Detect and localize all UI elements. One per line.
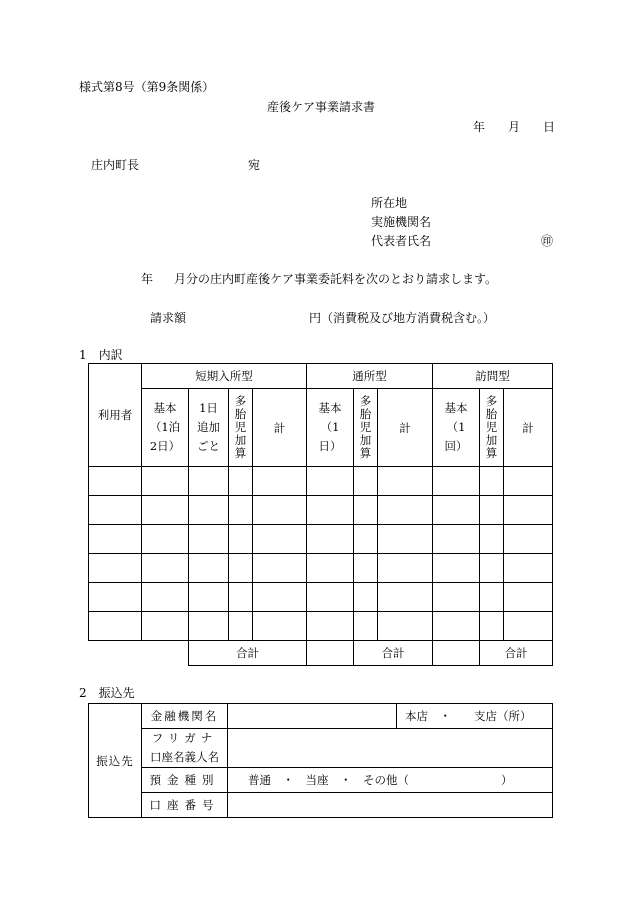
col-multi-visit: 多胎児加算 — [480, 389, 504, 467]
user-header: 利用者 — [89, 364, 142, 467]
col-total-visit: 計 — [504, 389, 553, 467]
transfer-side-label: 振込先 — [89, 704, 142, 818]
amount-label: 請求額 — [150, 311, 187, 325]
sum-label-day: 合計 — [354, 641, 433, 666]
col-basic-stay: 基本（1泊2日） — [142, 389, 189, 467]
table-row — [89, 525, 553, 554]
sum-row — [89, 641, 553, 666]
section2-heading: 2 振込先 — [79, 686, 135, 700]
visit-type-header: 訪問型 — [433, 364, 553, 389]
sum-label-visit: 合計 — [480, 641, 553, 666]
representative-label: 代表者氏名 — [371, 234, 432, 248]
col-add-day: 1日追加ごと — [189, 389, 229, 467]
breakdown-table — [88, 363, 553, 666]
org-name-label: 実施機関名 — [371, 215, 432, 229]
document-title: 産後ケア事業請求書 — [267, 100, 376, 114]
col-multi-short: 多胎児加算 — [229, 389, 253, 467]
short-stay-header: 短期入所型 — [142, 364, 307, 389]
address-label: 所在地 — [371, 196, 408, 210]
account-number-label: 口座番号 — [142, 793, 228, 818]
date-month-label: 月 — [508, 120, 521, 134]
seal-mark: ㊞ — [541, 234, 554, 248]
table-row — [89, 554, 553, 583]
body-sentence: 月分の庄内町産後ケア事業委託料を次のとおり請求します。 — [174, 272, 498, 286]
form-number: 様式第8号（第9条関係） — [79, 80, 215, 94]
table-row — [89, 612, 553, 641]
body-year: 年 — [141, 272, 154, 286]
transfer-table — [88, 703, 553, 818]
date-year-label: 年 — [473, 120, 486, 134]
table-row — [89, 467, 553, 496]
col-basic-visit: 基本（1回） — [433, 389, 480, 467]
col-multi-day: 多胎児加算 — [354, 389, 378, 467]
section1-heading: 1 内訳 — [79, 348, 123, 362]
col-total-short: 計 — [253, 389, 307, 467]
deposit-type-options: 普通 ・ 当座 ・ その他（ ） — [228, 768, 553, 793]
branch-text: 本店 ・ 支店（所） — [397, 704, 553, 729]
sum-label-short: 合計 — [189, 641, 307, 666]
deposit-type-label: 預金種別 — [142, 768, 228, 793]
day-type-header: 通所型 — [307, 364, 433, 389]
account-holder-label: フリガナ 口座名義人名 — [142, 729, 228, 768]
col-basic-day: 基本（1日） — [307, 389, 354, 467]
bank-name-label: 金融機関名 — [142, 704, 228, 729]
table-row — [89, 496, 553, 525]
col-total-day: 計 — [378, 389, 433, 467]
addressee-suffix: 宛 — [248, 158, 261, 172]
table-row — [89, 583, 553, 612]
amount-unit: 円（消費税及び地方消費税含む。） — [309, 311, 496, 325]
date-day-label: 日 — [543, 120, 556, 134]
addressee-name: 庄内町長 — [91, 158, 140, 172]
